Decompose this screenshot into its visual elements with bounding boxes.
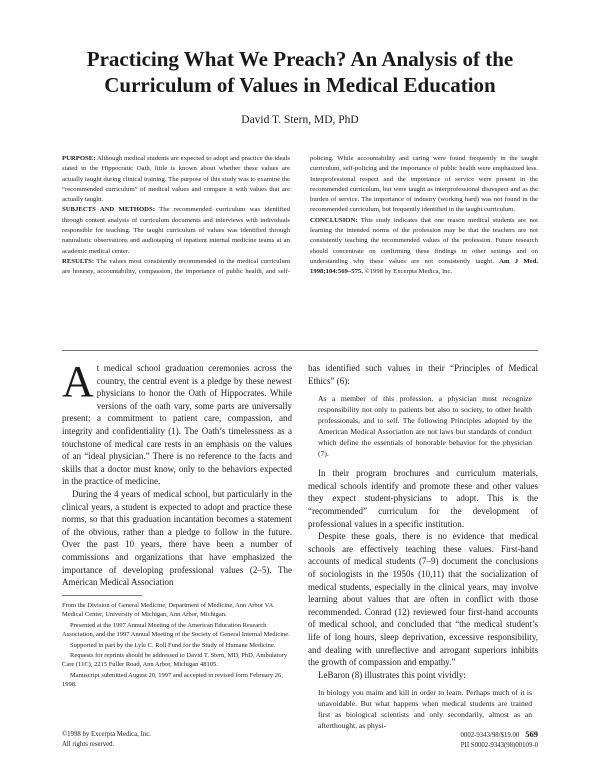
abstract-conclusion	[310, 216, 538, 278]
footer-identifiers	[461, 730, 538, 750]
body-paragraph-1	[62, 357, 292, 488]
purpose-label: PURPOSE:	[62, 155, 96, 162]
abstract-copyright: ©1998 by Excerpta Medica, Inc.	[362, 268, 453, 276]
page-number: 569	[525, 729, 538, 739]
abstract-divider	[62, 350, 538, 351]
author-byline: David T. Stern, MD, PhD	[241, 114, 359, 126]
footnote-divider	[62, 595, 142, 596]
results-text: The values most consistently recommended in the medical curriculum are honesty, accountability, compassion, the importance of public health, and self-policing. While accountability and caring were found frequently in the taught curriculum, self-policing and the importance of public health were emphasized less. Interprofessional respect and the importance of service were present in the recommended curriculum, but were taught as interprofessional disrespect and as the burden of service. The importance of industry (working hard) was not found in the recommended curriculum, but frequently identified in the taught curriculum.	[62, 155, 538, 276]
drop-cap: A	[62, 357, 94, 406]
conclusion-text: This study indicates that one reason medical students are not learning the intended norms of the profession may be that the teachers are not consistently teaching the recommended values of the profession. Future research should concentrate on confirming these findings in other settings and on understanding why these values are not consistently taught.	[310, 216, 538, 265]
body-paragraph-3: has identified such values in their “Principles of Medical Ethics” (6):	[308, 363, 538, 386]
abstract-purpose	[62, 154, 290, 205]
body-paragraph-4: In their program brochures and curriculum materials, medical schools identify and promote these and other values they expect student-physicians to adopt. This is the “recommended” curriculum for the development of professional values in a specific institution.	[308, 468, 538, 529]
footer-copyright-line-1: ©1998 by Excerpta Medica, Inc.	[62, 731, 151, 738]
body-column-right	[308, 362, 538, 731]
abstract-methods	[62, 205, 290, 256]
footer-copyright	[62, 730, 151, 749]
body-paragraph-2: During the 4 years of medical school, but particularly in the clinical years, a student is expected to adopt and practice these norms, so that this graduation incantation becomes a statement of the obvious, rather than a pledge to follow in the future. Over the past 10 years, there have been a number of commissions and organizations that have emphasized the importance of developing professional values (2–5). The American Medical Association	[62, 488, 292, 588]
purpose-text: Although medical students are expected to adopt and practice the ideals stated in the Hippocratic Oath, little is known about whether these values are actually taught during clinical training. The purpose of this study was to examine the “recommended curriculum” of medical values and compare it with values that are actually taught.	[62, 155, 290, 204]
body-column-left	[62, 357, 292, 589]
conclusion-label: CONCLUSION:	[310, 216, 358, 224]
footnote-manuscript: Manuscript submitted August 20, 1997 and accepted in revised form February 26, 1998.	[62, 671, 283, 689]
methods-label: SUBJECTS AND METHODS:	[62, 206, 155, 214]
footnote-presented: Presented at the 1997 Annual Meeting of the American Education Research Association, and the 1997 Annual Meeting of the Society of General Internal Medicine.	[62, 621, 290, 639]
body-paragraph-6: LeBaron (8) illustrates this point vividly:	[318, 669, 466, 680]
journal-citation: Am J Med. 1998;104:569–575.	[310, 257, 538, 276]
footnote-reprints: Requests for reprints should be addressed to David T. Stern, MD, PhD, Ambulatory Care (11C), 2215 Fuller Road, Ann Arbor, Michigan 48105.	[62, 652, 288, 669]
methods-text: The recommended curriculum was identified through content analysis of curriculum documents and interviews with individuals responsible for teaching. The taught curriculum of values was identified through naturalistic observations and audiotaping of inpatient internal medicine teams at an academic medical center.	[62, 206, 290, 255]
footer-pii: PII S0002-9343(98)00109-0	[460, 741, 538, 749]
footnotes	[62, 601, 292, 691]
block-quote-lebaron: In biology you maim and kill in order to learn. Perhaps much of it is unavoidable. But what happens when medical students are trained first as biological scientists and only secondarily, almost as an afterthought, as physi-	[318, 688, 532, 731]
article-title: Practicing What We Preach? An Analysis of the Curriculum of Values in Medical Education	[86, 47, 514, 97]
body-paragraph-5: Despite these goals, there is no evidence that medical schools are effectively teaching these values. First-hand accounts of medical students (7–9) document the conclusions of sociologists in the 1950s (10,11) that the socialization of medical students, especially in the clinical years, may involve learning about values that are often in conflict with those recommended. Conrad (12) reviewed four first-hand accounts of medical school, and concluded that “the medical student’s life of long hours, sleep deprivation, excessive responsibility, and dealing with unreflective and arrogant superiors inhibits the growth of compassion and empathy.”	[308, 531, 538, 668]
abstract	[62, 154, 538, 278]
block-quote-ama: As a member of this profession, a physician must recognize responsibility not only to patients but also to society, to other health professionals, and to self. The following Principles adopted by the American Medical Association are not laws but standards of conduct which define the essentials of honorable behavior for the physician (7).	[318, 394, 532, 459]
footer-copyright-line-2: All rights reserved.	[62, 740, 115, 748]
footnote-support: Supported in part by the Lyle C. Roll Fund for the Study of Humane Medicine.	[70, 641, 276, 649]
results-label: RESULTS:	[62, 257, 95, 265]
footer-issn: 0002-9343/98/$19.00	[460, 732, 520, 739]
paragraph-1-text: t medical school graduation ceremonies across the country, the central event is a pledge by these newest physicians to honor the Oath of Hippocrates. While versions of the oath vary, some parts are universally present: a commitment to patient care, compassion, and integrity and confidentiality (1). The Oath’s timelessness as a touchstone of medical care rests in an emphasis on the values of an “ideal physician.” There is no reference to the facts and skills that a doctor must know, only to the behaviors expected in the practice of medicine.	[62, 363, 292, 487]
footnote-affiliation: From the Division of General Medicine, Department of Medicine, Ann Arbor VA Medical Center, University of Michigan, Ann Arbor, Michigan.	[62, 602, 273, 619]
